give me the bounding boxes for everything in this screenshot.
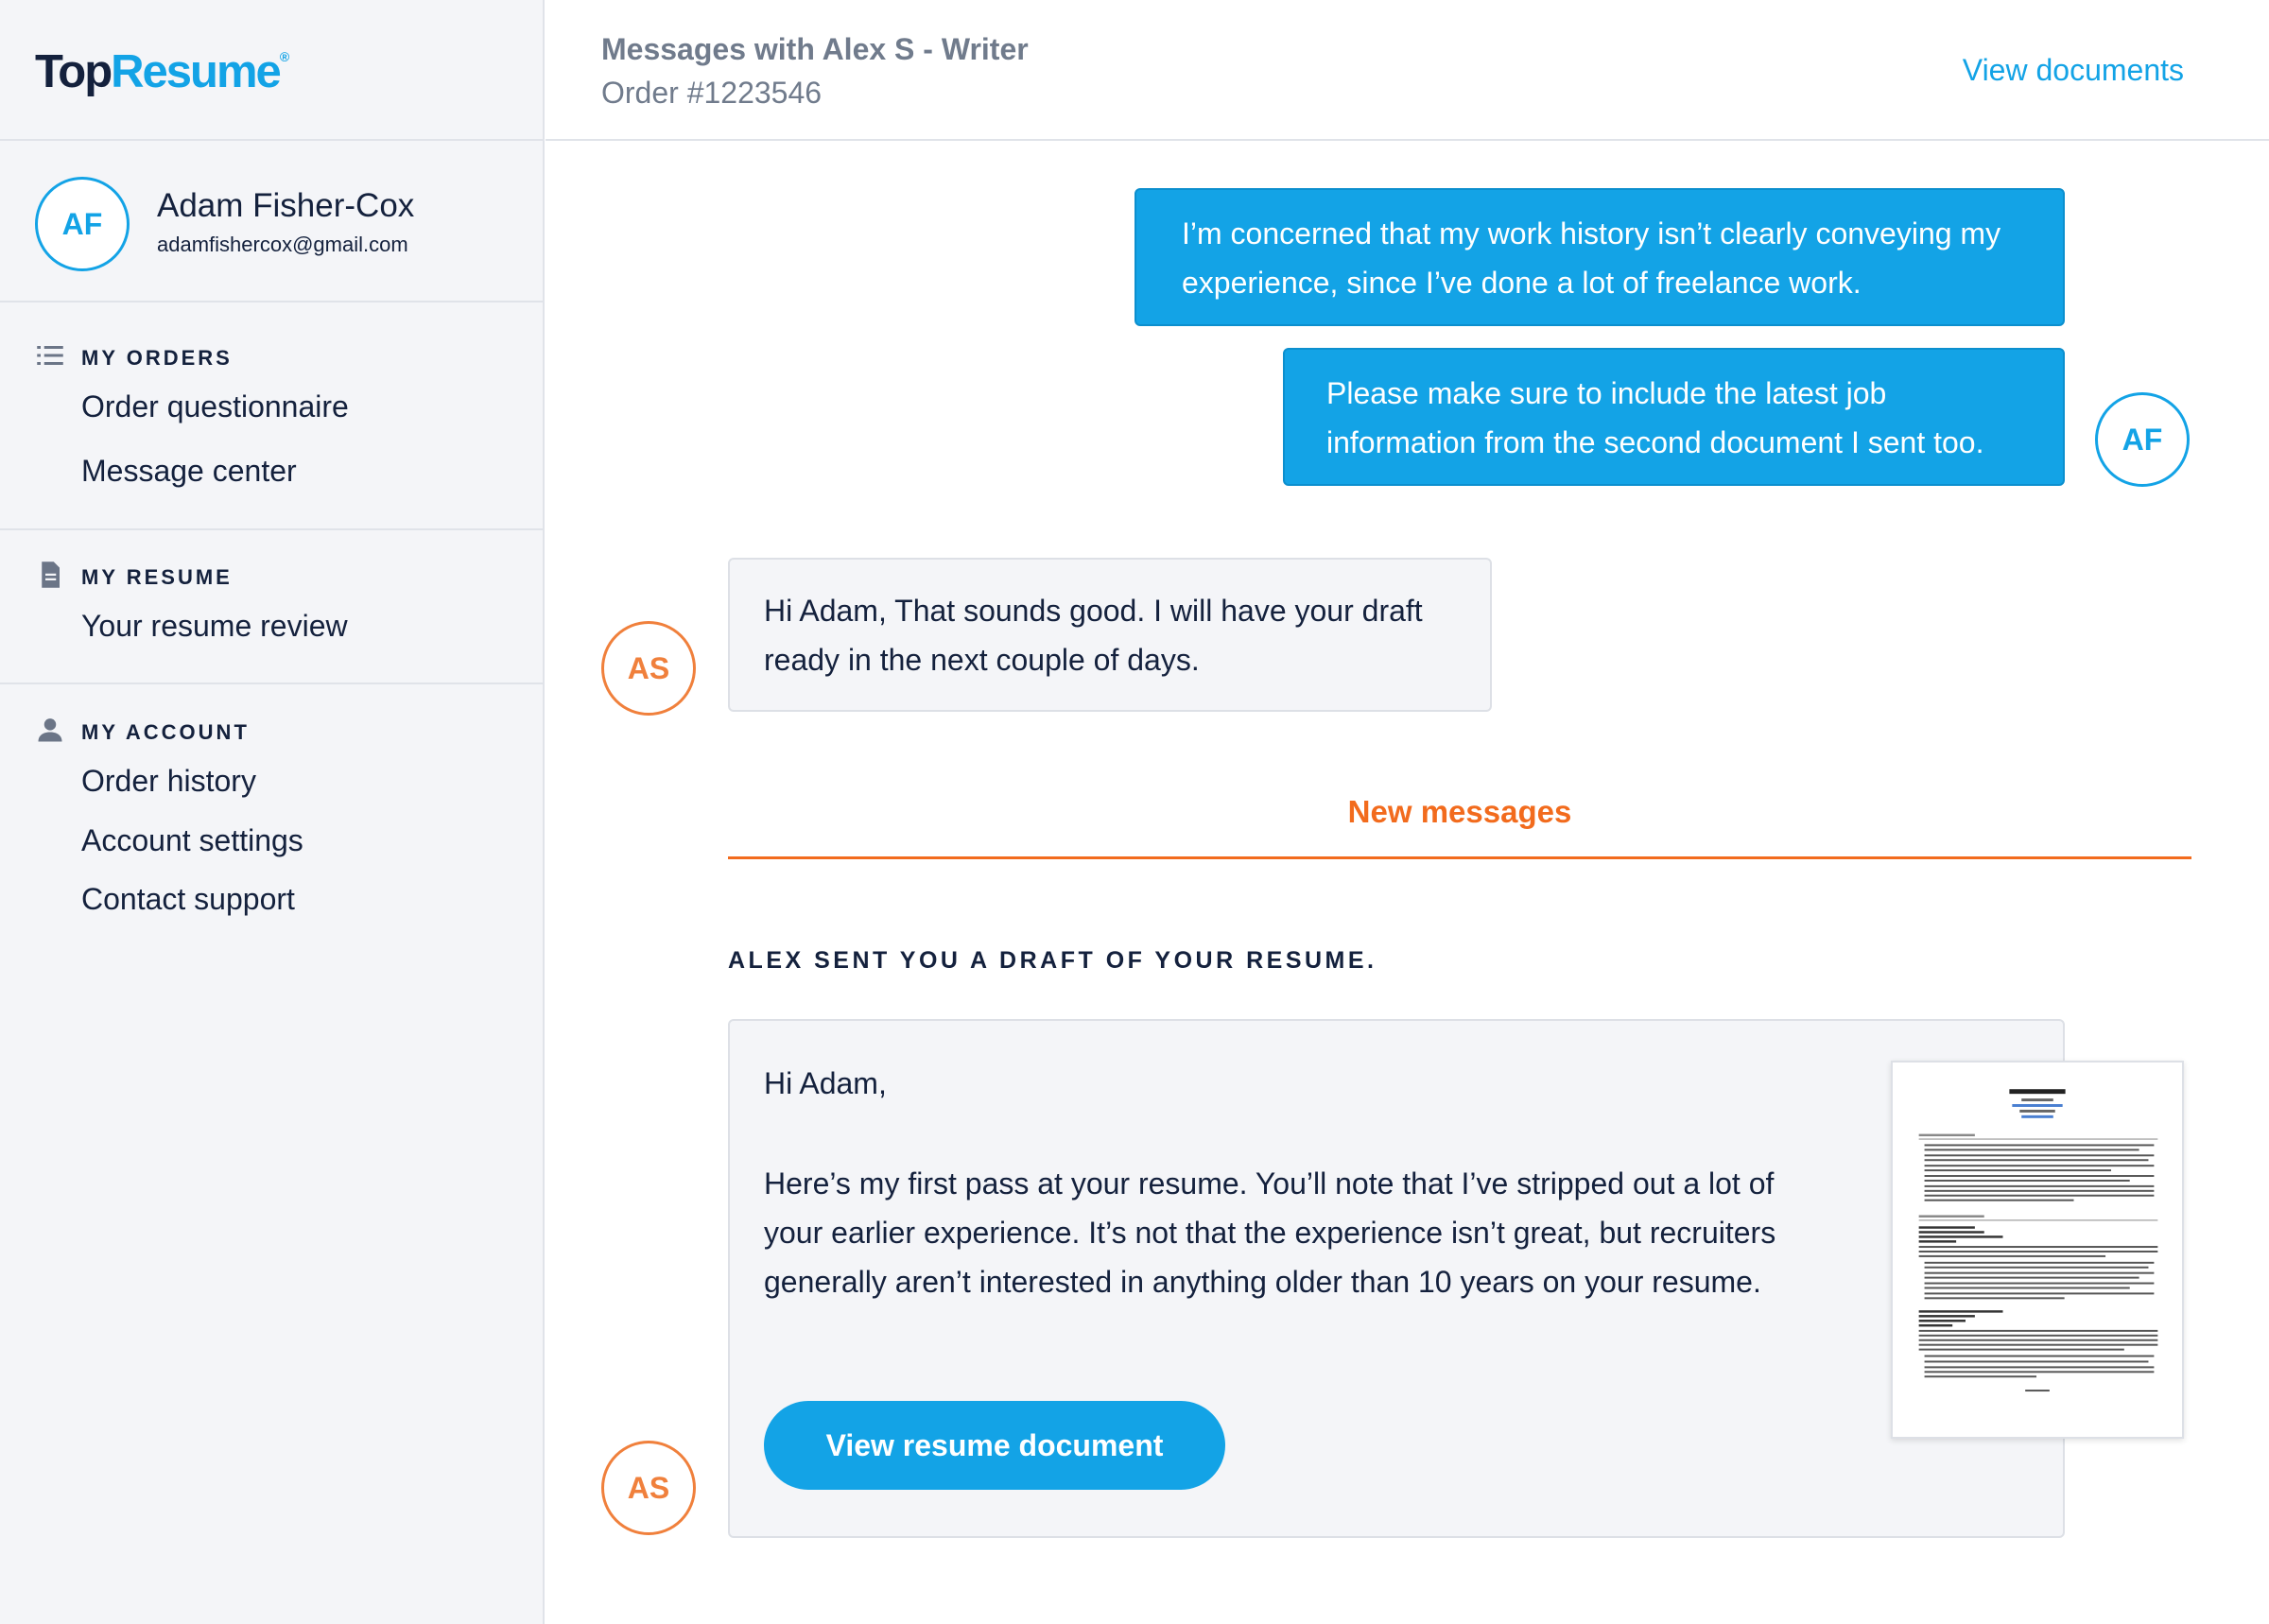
divider (0, 528, 545, 530)
sidebar-item-contact-support[interactable]: Contact support (81, 882, 295, 916)
conversation-title: Messages with Alex S - Writer (601, 32, 1029, 66)
writer-avatar-as: AS (601, 621, 696, 716)
list-icon (36, 341, 64, 370)
person-icon (36, 716, 64, 744)
outgoing-message (1134, 188, 2065, 326)
new-messages-divider (728, 856, 2191, 859)
draft-greeting: Hi Adam, (764, 1066, 887, 1100)
header-divider (546, 139, 2269, 141)
sidebar-item-order-questionnaire[interactable]: Order questionnaire (81, 389, 349, 423)
message-text: I’m concerned that my work history isn’t clearly conveying my experience, since I’ve done a lot of freelance work. (1182, 216, 2001, 300)
resume-thumbnail[interactable] (1891, 1061, 2184, 1439)
divider (0, 139, 545, 141)
sidebar-item-message-center[interactable]: Message center (81, 454, 297, 488)
outgoing-message (1283, 348, 2065, 486)
writer-avatar-as: AS (601, 1441, 696, 1535)
draft-message-card (728, 1019, 2065, 1538)
view-resume-document-button[interactable]: View resume document (764, 1401, 1225, 1490)
user-avatar: AF (35, 177, 130, 271)
user-name: Adam Fisher-Cox (157, 187, 415, 224)
topresume-logo[interactable]: TopResume® (35, 46, 290, 97)
message-text: Please make sure to include the latest job information from the second document I sent too. (1326, 376, 1984, 459)
incoming-message (728, 558, 1492, 712)
draft-body: Here’s my first pass at your resume. You’ll note that I’ve stripped out a lot of your earlier experience. It’s not that the experience isn’t great, but recruiters generally aren’t interested in anything older than 10 years on your resume. (764, 1166, 1776, 1299)
divider (0, 682, 545, 684)
section-title-my-account: MY ACCOUNT (81, 720, 250, 744)
order-number: Order #1223546 (601, 76, 823, 110)
document-icon (36, 561, 64, 589)
section-title-my-resume: MY RESUME (81, 565, 233, 589)
user-email: adamfishercox@gmail.com (157, 233, 408, 256)
sidebar-item-account-settings[interactable]: Account settings (81, 823, 303, 857)
section-title-my-orders: MY ORDERS (81, 346, 233, 370)
view-documents-link[interactable]: View documents (1962, 53, 2184, 87)
sidebar-item-order-history[interactable]: Order history (81, 764, 256, 798)
message-text: Hi Adam, That sounds good. I will have your draft ready in the next couple of days. (764, 594, 1423, 677)
new-messages-label: New messages (1347, 794, 1572, 829)
sidebar-item-your-resume-review[interactable]: Your resume review (81, 609, 348, 643)
sender-avatar-af: AF (2095, 392, 2190, 487)
divider (0, 301, 545, 302)
sidebar (0, 0, 545, 1624)
draft-notice: ALEX SENT YOU A DRAFT OF YOUR RESUME. (728, 947, 1377, 974)
